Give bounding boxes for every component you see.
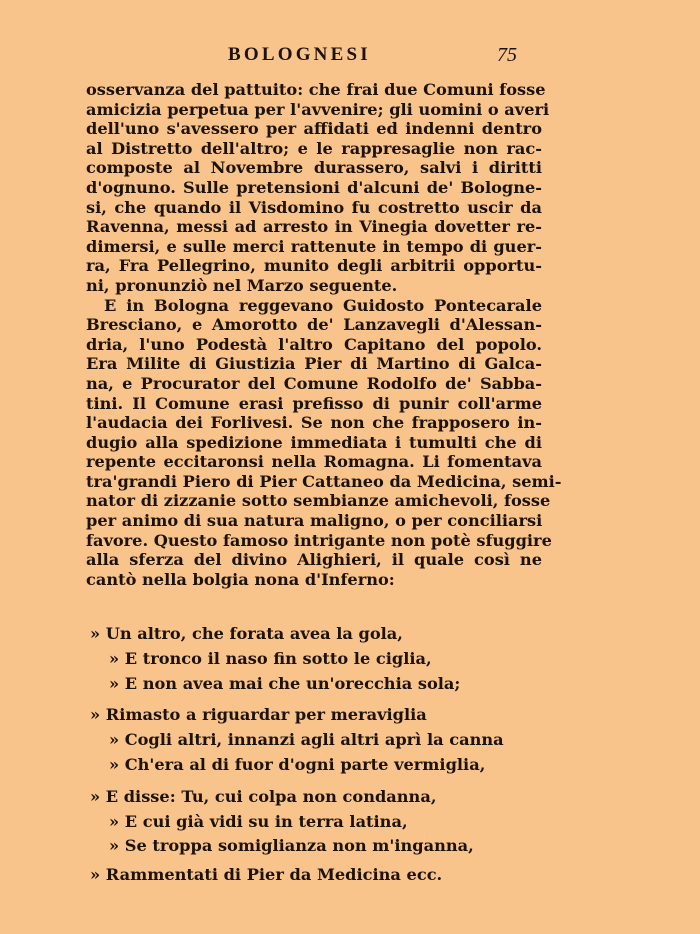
verse-line: » Rimasto a riguardar per meraviglia [90, 705, 427, 725]
text-line: cantò nella bolgia nona d'Inferno: [86, 569, 395, 589]
text-line: dell'uno s'avessero per affidati ed indenni dentro [86, 119, 542, 139]
text-line: dria, l'uno Podestà l'altro Capitano del popolo. [86, 334, 542, 354]
text-line: composte al Novembre durassero, salvi i diritti [86, 158, 542, 178]
page-number: 75 [497, 44, 517, 66]
text-line: osservanza del pattuito: che frai due Comuni fosse [86, 80, 546, 99]
page-header [0, 44, 700, 68]
text-line: d'ognuno. Sulle pretensioni d'alcuni de' Bologne- [86, 177, 542, 197]
text-line: Bresciano, e Amorotto de' Lanzavegli d'Alessan- [86, 315, 542, 335]
tercet [90, 703, 560, 777]
verse-line: » E non avea mai che un'orecchia sola; [109, 673, 461, 693]
text-line: al Distretto dell'altro; e le rappresaglie non rac- [86, 138, 542, 158]
verse-line: » Cogli altri, innanzi agli altri aprì la canna [109, 730, 504, 750]
prose-body [86, 80, 562, 589]
verse-line: » Ch'era al di fuor d'ogni parte vermiglia, [109, 754, 486, 774]
text-line: ra, Fra Pellegrino, munito degli arbitrii opportu- [86, 256, 542, 276]
text-line: dimersi, e sulle merci rattenute in tempo di guer- [86, 236, 542, 256]
tercet [90, 785, 560, 859]
text-line: E in Bologna reggevano Guidosto Pontecarale [104, 295, 542, 315]
text-line: ni, pronunziò nel Marzo seguente. [86, 275, 398, 295]
verse-line: » E tronco il naso fin sotto le ciglia, [109, 648, 432, 668]
text-line: tra'grandi Piero di Pier Cattaneo da Medicina, semi- [86, 471, 562, 491]
text-line: amicizia perpetua per l'avvenire; gli uomini o averi [86, 99, 550, 119]
text-line: tini. Il Comune erasi prefisso di punir coll'arme [86, 393, 542, 413]
closing-verse: » Rammentati di Pier da Medicina ecc. [90, 865, 443, 884]
running-title: BOLOGNESI [228, 44, 371, 65]
text-line: favore. Questo famoso intrigante non potè sfuggire [86, 530, 552, 550]
text-line: Era Milite di Giustizia Pier di Martino di Galca- [86, 354, 542, 374]
verse-line: » E cui già vidi su in terra latina, [109, 811, 408, 831]
text-line: repente eccitaronsi nella Romagna. Li fomentava [86, 452, 542, 472]
text-line: nator di zizzanie sotto sembianze amichevoli, fosse [86, 491, 551, 511]
text-line: alla sferza del divino Alighieri, il quale così ne [86, 550, 542, 570]
verse-line: » Se troppa somiglianza non m'inganna, [109, 836, 474, 856]
text-line: per animo di sua natura maligno, o per conciliarsi [86, 511, 543, 531]
text-line: si, che quando il Visdomino fu costretto uscir da [86, 197, 542, 217]
text-line: dugio alla spedizione immediata i tumulti che di [86, 432, 542, 452]
text-line: Ravenna, messi ad arresto in Vinegia dovetter re- [86, 217, 542, 237]
tercet [90, 622, 560, 696]
verse-line: » E disse: Tu, cui colpa non condanna, [90, 786, 437, 806]
verse-line: » Un altro, che forata avea la gola, [90, 624, 403, 643]
verse-quotation [90, 622, 560, 866]
text-line: na, e Procurator del Comune Rodolfo de' Sabba- [86, 373, 542, 393]
text-line: l'audacia dei Forlivesi. Se non che frapposero in- [86, 413, 542, 433]
